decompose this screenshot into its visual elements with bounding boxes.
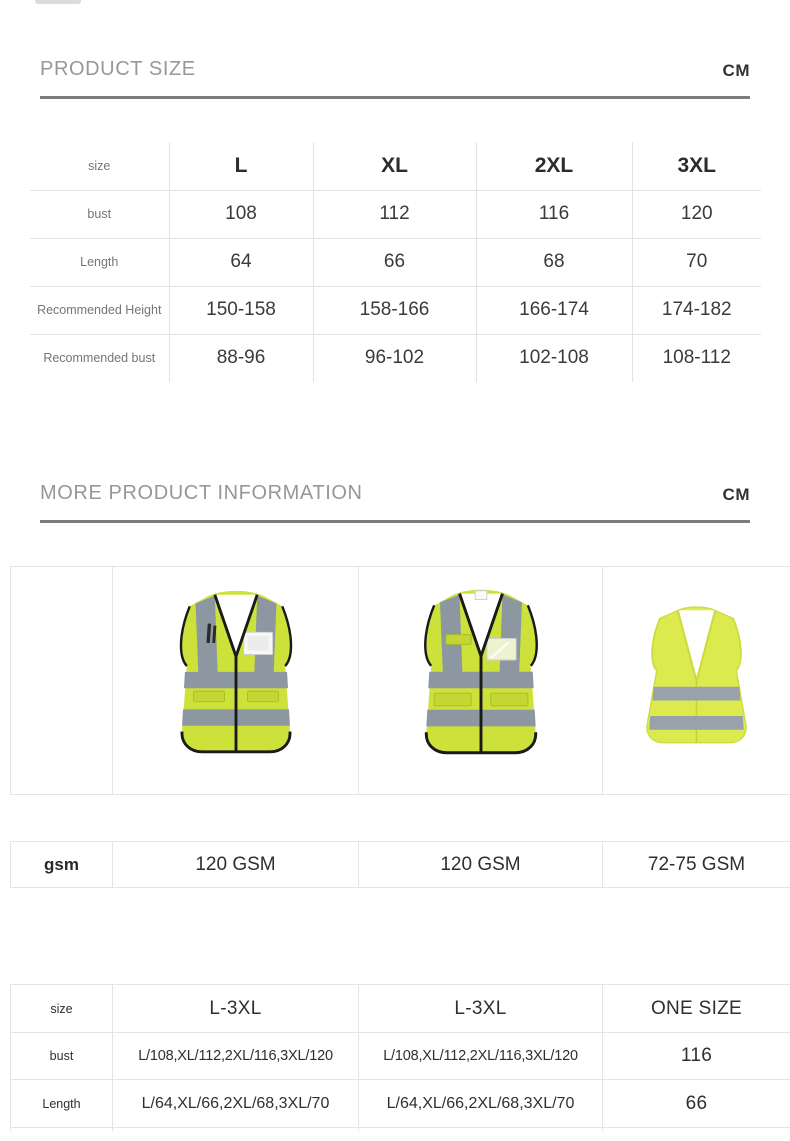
table-cell: 70 xyxy=(632,238,761,286)
gsm-row-label: gsm xyxy=(10,842,112,887)
table-row xyxy=(30,334,761,382)
table-row-cutoff xyxy=(10,1128,790,1131)
section-divider xyxy=(40,96,750,99)
table-cell: 88-96 xyxy=(169,334,313,382)
table-cell: 120 xyxy=(632,190,761,238)
table-cell: L/108,XL/112,2XL/116,3XL/120 xyxy=(358,1033,602,1079)
table-cell: 68 xyxy=(476,238,632,286)
table-cell: 150-158 xyxy=(169,286,313,334)
unit-label: CM xyxy=(722,61,750,80)
table-row xyxy=(30,286,761,334)
table-row xyxy=(10,985,790,1033)
row-label: size xyxy=(10,985,112,1032)
table-row xyxy=(10,1080,790,1128)
row-label: Recommended Height xyxy=(30,286,169,334)
table-cell: L xyxy=(169,142,313,190)
product-size-header xyxy=(40,0,750,81)
size-table xyxy=(30,142,761,382)
row-label: bust xyxy=(10,1033,112,1079)
safety-vest-image-1 xyxy=(112,567,358,794)
safety-vest-image-3 xyxy=(602,567,790,794)
table-cell: ONE SIZE xyxy=(602,985,790,1032)
product-image-row xyxy=(10,566,790,795)
table-cell: 108 xyxy=(169,190,313,238)
row-label: size xyxy=(30,142,169,190)
vest-pocket-zipper-icon xyxy=(130,579,342,782)
row-label: bust xyxy=(30,190,169,238)
table-cell: 116 xyxy=(602,1033,790,1079)
table-cell: 66 xyxy=(602,1080,790,1127)
gsm-value: 120 GSM xyxy=(358,842,602,887)
gsm-row xyxy=(10,841,790,888)
table-cell: 112 xyxy=(313,190,476,238)
table-cell: 3XL xyxy=(632,142,761,190)
table-cell: L/64,XL/66,2XL/68,3XL/70 xyxy=(112,1080,358,1127)
safety-vest-image-2 xyxy=(358,567,602,794)
row-label: Length xyxy=(30,238,169,286)
table-cell: 64 xyxy=(169,238,313,286)
vest-plain-mesh-icon xyxy=(603,582,790,780)
table-cell: L-3XL xyxy=(112,985,358,1032)
gsm-value: 72-75 GSM xyxy=(602,842,790,887)
table-cell: XL xyxy=(313,142,476,190)
table-cell: L/64,XL/66,2XL/68,3XL/70 xyxy=(358,1080,602,1127)
vest-zipper-pockets-icon xyxy=(370,578,592,783)
table-row xyxy=(30,238,761,286)
row-label: Length xyxy=(10,1080,112,1127)
section-title: PRODUCT SIZE xyxy=(40,58,196,80)
section-divider xyxy=(40,520,750,523)
section-title: MORE PRODUCT INFORMATION xyxy=(40,482,363,504)
table-cell: L/108,XL/112,2XL/116,3XL/120 xyxy=(112,1033,358,1079)
table-row xyxy=(10,1033,790,1080)
spec-table xyxy=(10,984,790,1131)
table-row xyxy=(30,142,761,190)
table-cell: 66 xyxy=(313,238,476,286)
table-cell: L-3XL xyxy=(358,985,602,1032)
top-partial-badge xyxy=(35,0,81,4)
empty-cell xyxy=(10,567,112,794)
more-info-header xyxy=(40,382,750,505)
table-cell: 158-166 xyxy=(313,286,476,334)
table-cell: 174-182 xyxy=(632,286,761,334)
table-cell: 2XL xyxy=(476,142,632,190)
table-cell: 102-108 xyxy=(476,334,632,382)
table-cell: 108-112 xyxy=(662,347,731,369)
table-row xyxy=(30,190,761,238)
gsm-value: 120 GSM xyxy=(112,842,358,887)
table-cell: 116 xyxy=(476,190,632,238)
table-cell: 96-102 xyxy=(313,334,476,382)
row-label: Recommended bust xyxy=(30,334,169,382)
unit-label: CM xyxy=(722,485,750,504)
table-cell: 166-174 xyxy=(476,286,632,334)
